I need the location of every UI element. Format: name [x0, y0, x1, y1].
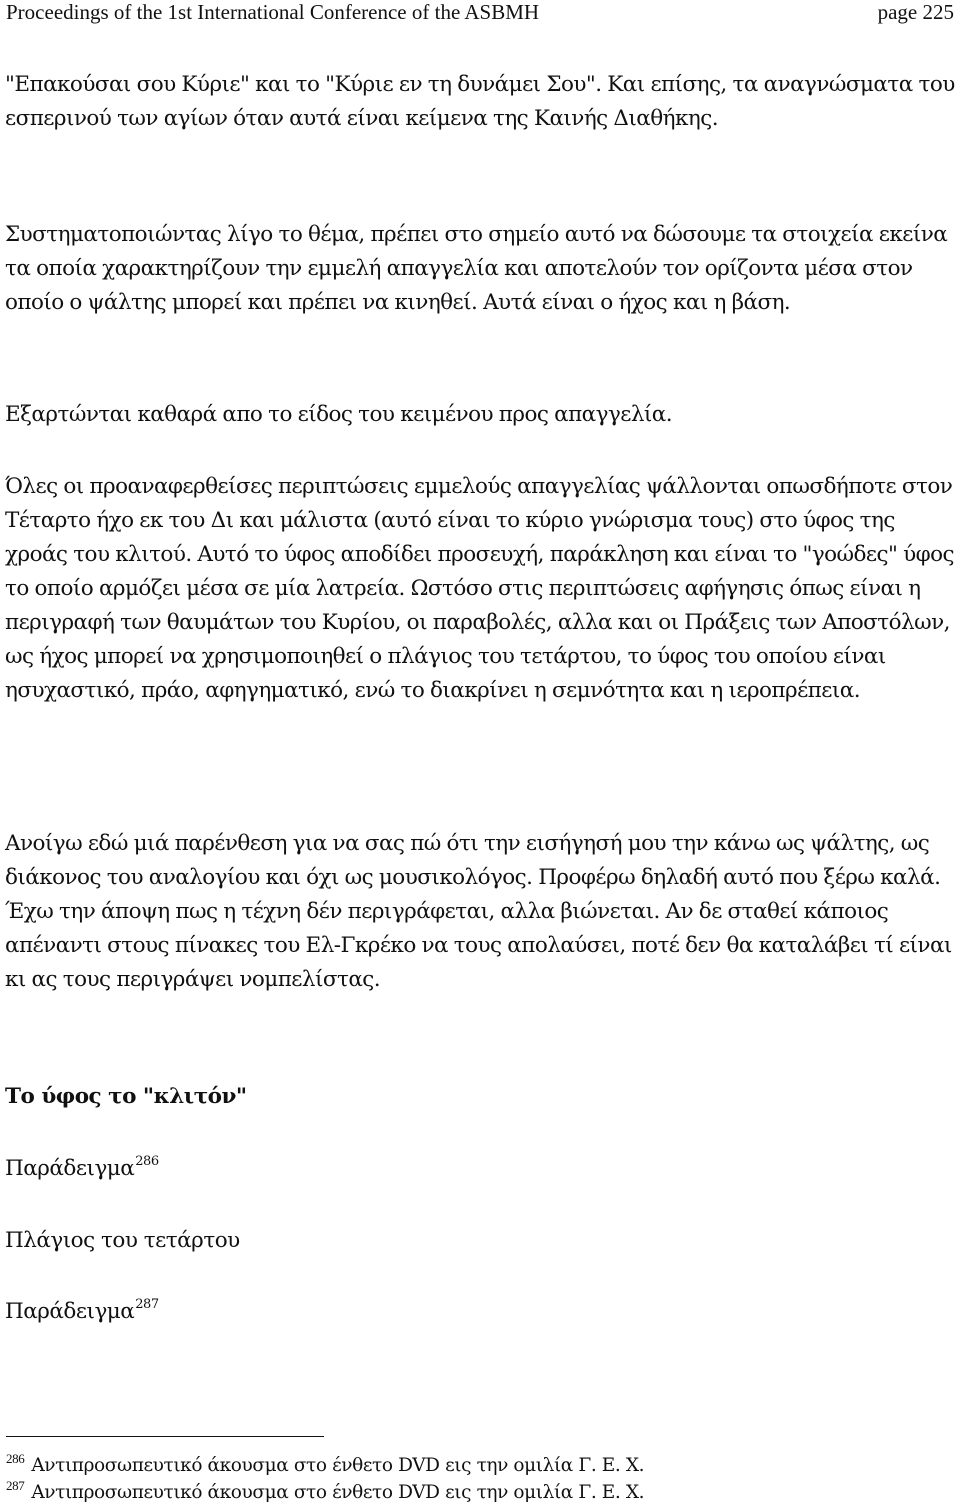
- section-heading: Το ύφος το "κλιτόν": [5, 1084, 247, 1109]
- header-page-number: page 225: [877, 0, 954, 24]
- footnote-text: Αντιπροσωπευτικό άκουσμα στο ένθετο DVD εις την ομιλία Γ. Ε. Χ.: [31, 1455, 645, 1476]
- footnote-number: 287: [6, 1478, 25, 1493]
- example-label-2: [5, 1295, 159, 1329]
- example-label-1: [5, 1152, 159, 1186]
- footnote-ref-287[interactable]: 287: [135, 1297, 159, 1312]
- footnote-separator: [6, 1436, 324, 1437]
- paragraph-5: Ανοίγω εδώ μιά παρένθεση για να σας πώ ότι την εισήγησή μου την κάνω ως ψάλτης, ως διάκονος του αναλογίου και όχι ως μουσικολόγος. Προφέρω δηλαδή αυτό που ξέρω καλά. Έχω την άποψη πως η τέχνη δέν περιγράφεται, αλλα βιώνεται. Αν δε σταθεί κάποιος απέναντι στους πίνακες του Ελ-Γκρέκο να τους απολαύσει, ποτέ δεν θα καταλάβει τί είναι κι ας τους περιγράψει νομπελίστας.: [5, 831, 952, 992]
- example-label-text: Παράδειγμα: [5, 1156, 135, 1181]
- paragraph-3: Εξαρτώνται καθαρά απο το είδος του κειμένου προς απαγγελία.: [5, 402, 673, 427]
- mode-label: Πλάγιος του τετάρτου: [5, 1228, 240, 1253]
- example-label-text: Παράδειγμα: [5, 1299, 135, 1324]
- paragraph-4: Όλες οι προαναφερθείσες περιπτώσεις εμμελούς απαγγελίας ψάλλονται οπωσδήποτε στον Τέταρτο ήχο εκ του Δι και μάλιστα (αυτό είναι το κύριο γνώρισμα τους) στο ύφος της χροάς του κλιτού. Αυτό το ύφος αποδίδει προσευχή, παράκληση και είναι το "γοώδες" ύφος το οποίο αρμόζει μέσα σε μία λατρεία. Ωστόσο στις περιπτώσεις αφήγησις όπως είναι η περιγραφή των θαυμάτων του Κυρίου, οι παραβολές, αλλα και οι Πράξεις των Αποστόλων, ως ήχος μπορεί να χρησιμοποιηθεί ο πλάγιος του τετάρτου, το ύφος του οποίου είναι ησυχαστικό, πράο, αφηγηματικό, ενώ το διακρίνει η σεμνότητα και η ιεροπρέπεια.: [5, 474, 955, 703]
- paragraph-1: "Επακούσαι σου Κύριε" και το "Κύριε εν τη δυνάμει Σου". Και επίσης, τα αναγνώσματα του εσπερινού των αγίων όταν αυτά είναι κείμενα της Καινής Διαθήκης.: [5, 72, 955, 131]
- footnote-number: 286: [6, 1451, 25, 1466]
- footnote-ref-286[interactable]: 286: [135, 1154, 159, 1169]
- header-conference-title: Proceedings of the 1st International Conference of the ASBMH: [6, 0, 540, 24]
- paragraph-2: Συστηματοποιώντας λίγο το θέμα, πρέπει στο σημείο αυτό να δώσουμε τα στοιχεία εκείνα τα οποία χαρακτηρίζουν την εμμελή απαγγελία και αποτελούν τον ορίζοντα μέσα στον οποίο ο ψάλτης μπορεί και πρέπει να κινηθεί. Αυτά είναι ο ήχος και η βάση.: [5, 222, 948, 315]
- running-header: [6, 0, 954, 26]
- footnote-text: Αντιπροσωπευτικό άκουσμα στο ένθετο DVD εις την ομιλία Γ. Ε. Χ.: [31, 1482, 645, 1503]
- footnote-287: [6, 1480, 644, 1506]
- footnote-286: [6, 1453, 644, 1479]
